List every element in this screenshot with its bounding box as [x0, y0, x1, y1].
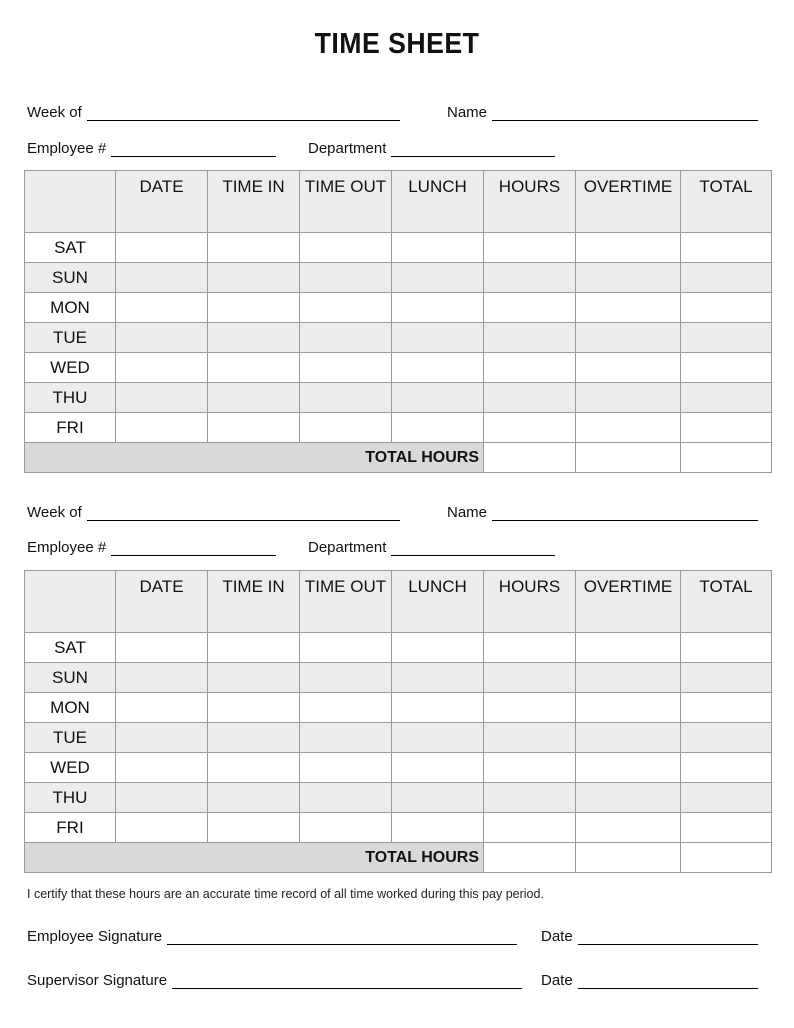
cell[interactable]	[116, 663, 208, 693]
column-header-time-out: TIME OUT	[300, 171, 392, 233]
day-label: SUN	[25, 263, 116, 293]
cell[interactable]	[208, 323, 300, 353]
cell[interactable]	[208, 693, 300, 723]
cell[interactable]	[576, 413, 681, 443]
cell[interactable]	[116, 383, 208, 413]
cell[interactable]	[300, 293, 392, 323]
cell[interactable]	[484, 413, 576, 443]
column-header-lunch: LUNCH	[392, 571, 484, 633]
cell[interactable]	[300, 813, 392, 843]
table-row	[25, 783, 772, 813]
cell[interactable]	[392, 263, 484, 293]
column-header	[25, 571, 116, 633]
week-of-field[interactable]	[27, 104, 400, 121]
name-line[interactable]	[492, 106, 758, 121]
cell[interactable]	[484, 293, 576, 323]
table-row	[25, 663, 772, 693]
table-row	[25, 353, 772, 383]
cell[interactable]	[576, 633, 681, 663]
cell[interactable]	[392, 693, 484, 723]
cell[interactable]	[576, 753, 681, 783]
header-row	[25, 571, 772, 633]
cell[interactable]	[300, 233, 392, 263]
cell[interactable]	[681, 233, 772, 263]
cell[interactable]	[300, 693, 392, 723]
cell[interactable]	[392, 813, 484, 843]
cell[interactable]	[484, 723, 576, 753]
cell[interactable]	[484, 383, 576, 413]
table-row	[25, 413, 772, 443]
column-header-date: DATE	[116, 571, 208, 633]
cell[interactable]	[116, 783, 208, 813]
total-overtime-cell[interactable]	[576, 843, 681, 873]
day-label: WED	[25, 753, 116, 783]
cell[interactable]	[681, 723, 772, 753]
employee-number-label: Employee #	[27, 539, 107, 556]
table-row	[25, 813, 772, 843]
cell[interactable]	[208, 413, 300, 443]
cell[interactable]	[208, 783, 300, 813]
week-of-label: Week of	[27, 504, 82, 521]
column-header-time-in: TIME IN	[208, 571, 300, 633]
header-row	[25, 171, 772, 233]
table-row	[25, 383, 772, 413]
day-label: FRI	[25, 413, 116, 443]
timesheet-table-1	[24, 170, 772, 473]
grand-total-cell[interactable]	[681, 843, 772, 873]
cell[interactable]	[116, 353, 208, 383]
department-line[interactable]	[391, 541, 555, 556]
name-label: Name	[447, 104, 488, 121]
cell[interactable]	[576, 383, 681, 413]
week-of-line[interactable]	[87, 506, 400, 521]
total-hours-row	[25, 843, 772, 873]
column-header-date: DATE	[116, 171, 208, 233]
cell[interactable]	[116, 263, 208, 293]
table-row	[25, 263, 772, 293]
cell[interactable]	[392, 293, 484, 323]
week-of-label: Week of	[27, 104, 82, 121]
name-line[interactable]	[492, 506, 758, 521]
cell[interactable]	[576, 663, 681, 693]
cell[interactable]	[392, 353, 484, 383]
cell[interactable]	[116, 323, 208, 353]
cell[interactable]	[681, 353, 772, 383]
column-header	[25, 171, 116, 233]
column-header-hours: HOURS	[484, 571, 576, 633]
cell[interactable]	[681, 413, 772, 443]
table-row	[25, 753, 772, 783]
name-label: Name	[447, 504, 488, 521]
cell[interactable]	[300, 783, 392, 813]
cell[interactable]	[116, 693, 208, 723]
cell[interactable]	[392, 753, 484, 783]
department-field[interactable]	[308, 140, 555, 157]
cell[interactable]	[681, 263, 772, 293]
employee-date-field[interactable]	[541, 928, 758, 945]
cell[interactable]	[484, 693, 576, 723]
cell[interactable]	[484, 663, 576, 693]
cell[interactable]	[484, 323, 576, 353]
day-label: TUE	[25, 323, 116, 353]
cell[interactable]	[116, 753, 208, 783]
department-field[interactable]	[308, 539, 555, 556]
cell[interactable]	[208, 353, 300, 383]
supervisor-signature-field[interactable]	[27, 972, 522, 989]
table-row	[25, 693, 772, 723]
name-field[interactable]	[447, 104, 758, 121]
cell[interactable]	[681, 633, 772, 663]
column-header-total: TOTAL	[681, 171, 772, 233]
cell[interactable]	[116, 813, 208, 843]
cell[interactable]	[484, 633, 576, 663]
table-row	[25, 293, 772, 323]
employee-number-line[interactable]	[111, 142, 276, 157]
cell[interactable]	[300, 633, 392, 663]
supervisor-date-field[interactable]	[541, 972, 758, 989]
cell[interactable]	[116, 413, 208, 443]
cell[interactable]	[392, 723, 484, 753]
cell[interactable]	[681, 783, 772, 813]
grand-total-cell[interactable]	[681, 443, 772, 473]
cell[interactable]	[484, 353, 576, 383]
certification-text: I certify that these hours are an accurate time record of all time worked during this pay period.	[27, 887, 544, 901]
cell[interactable]	[392, 383, 484, 413]
name-field[interactable]	[447, 504, 758, 521]
employee-date-label: Date	[541, 928, 573, 945]
cell[interactable]	[300, 413, 392, 443]
day-label: THU	[25, 783, 116, 813]
employee-number-label: Employee #	[27, 140, 107, 157]
table-row	[25, 633, 772, 663]
column-header-lunch: LUNCH	[392, 171, 484, 233]
cell[interactable]	[576, 293, 681, 323]
supervisor-signature-line[interactable]	[172, 974, 522, 989]
department-label: Department	[308, 539, 387, 556]
cell[interactable]	[681, 753, 772, 783]
cell[interactable]	[484, 263, 576, 293]
day-label: SAT	[25, 233, 116, 263]
week-of-line[interactable]	[87, 106, 400, 121]
column-header-total: TOTAL	[681, 571, 772, 633]
cell[interactable]	[392, 413, 484, 443]
cell[interactable]	[484, 783, 576, 813]
week-of-field[interactable]	[27, 504, 400, 521]
cell[interactable]	[681, 293, 772, 323]
cell[interactable]	[681, 663, 772, 693]
employee-signature-label: Employee Signature	[27, 928, 163, 945]
cell[interactable]	[484, 233, 576, 263]
cell[interactable]	[681, 323, 772, 353]
timesheet-table-2	[24, 570, 772, 873]
day-label: THU	[25, 383, 116, 413]
day-label: SAT	[25, 633, 116, 663]
page-title: TIME SHEET	[314, 28, 480, 60]
cell[interactable]	[208, 293, 300, 323]
cell[interactable]	[116, 723, 208, 753]
employee-number-field[interactable]	[27, 140, 276, 157]
cell[interactable]	[681, 693, 772, 723]
cell[interactable]	[116, 233, 208, 263]
cell[interactable]	[576, 323, 681, 353]
cell[interactable]	[300, 383, 392, 413]
cell[interactable]	[300, 263, 392, 293]
employee-signature-field[interactable]	[27, 928, 517, 945]
cell[interactable]	[300, 353, 392, 383]
cell[interactable]	[576, 723, 681, 753]
supervisor-date-line[interactable]	[578, 974, 758, 989]
cell[interactable]	[208, 753, 300, 783]
table-row	[25, 323, 772, 353]
total-hours-row	[25, 443, 772, 473]
cell[interactable]	[484, 753, 576, 783]
cell[interactable]	[116, 293, 208, 323]
total-hours-cell[interactable]	[484, 843, 576, 873]
cell[interactable]	[208, 233, 300, 263]
column-header-overtime: OVERTIME	[576, 571, 681, 633]
cell[interactable]	[300, 753, 392, 783]
total-hours-label: TOTAL HOURS	[25, 843, 484, 873]
department-line[interactable]	[391, 142, 555, 157]
cell[interactable]	[300, 723, 392, 753]
cell[interactable]	[392, 663, 484, 693]
total-hours-cell[interactable]	[484, 443, 576, 473]
employee-number-field[interactable]	[27, 539, 276, 556]
cell[interactable]	[208, 633, 300, 663]
cell[interactable]	[300, 323, 392, 353]
cell[interactable]	[208, 663, 300, 693]
cell[interactable]	[116, 633, 208, 663]
cell[interactable]	[300, 663, 392, 693]
employee-date-line[interactable]	[578, 930, 758, 945]
cell[interactable]	[576, 263, 681, 293]
cell[interactable]	[208, 263, 300, 293]
employee-number-line[interactable]	[111, 541, 276, 556]
table-row	[25, 723, 772, 753]
total-overtime-cell[interactable]	[576, 443, 681, 473]
cell[interactable]	[392, 783, 484, 813]
employee-signature-line[interactable]	[167, 930, 517, 945]
day-label: WED	[25, 353, 116, 383]
cell[interactable]	[208, 723, 300, 753]
day-label: MON	[25, 293, 116, 323]
cell[interactable]	[576, 783, 681, 813]
cell[interactable]	[576, 693, 681, 723]
column-header-time-in: TIME IN	[208, 171, 300, 233]
cell[interactable]	[576, 233, 681, 263]
column-header-hours: HOURS	[484, 171, 576, 233]
cell[interactable]	[392, 233, 484, 263]
cell[interactable]	[392, 633, 484, 663]
day-label: FRI	[25, 813, 116, 843]
total-hours-label: TOTAL HOURS	[25, 443, 484, 473]
column-header-overtime: OVERTIME	[576, 171, 681, 233]
cell[interactable]	[208, 383, 300, 413]
supervisor-signature-label: Supervisor Signature	[27, 972, 168, 989]
cell[interactable]	[576, 813, 681, 843]
table-row	[25, 233, 772, 263]
department-label: Department	[308, 140, 387, 157]
cell[interactable]	[576, 353, 681, 383]
day-label: MON	[25, 693, 116, 723]
supervisor-date-label: Date	[541, 972, 573, 989]
cell[interactable]	[681, 813, 772, 843]
cell[interactable]	[208, 813, 300, 843]
day-label: SUN	[25, 663, 116, 693]
cell[interactable]	[681, 383, 772, 413]
cell[interactable]	[484, 813, 576, 843]
cell[interactable]	[392, 323, 484, 353]
day-label: TUE	[25, 723, 116, 753]
column-header-time-out: TIME OUT	[300, 571, 392, 633]
